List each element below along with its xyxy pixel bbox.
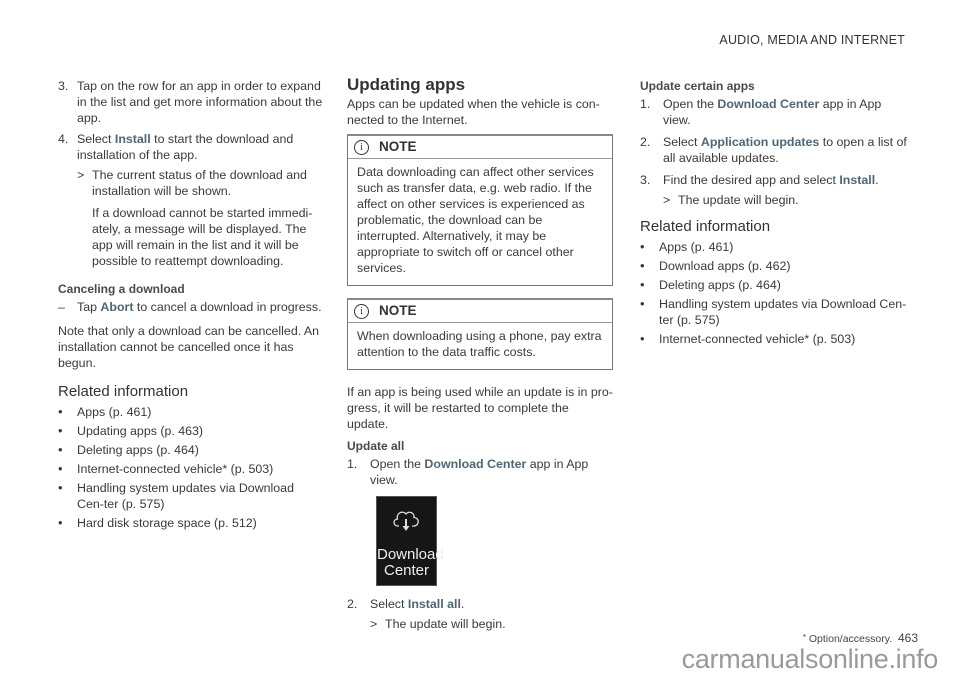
- bullet: •: [58, 515, 63, 530]
- page-number: 463: [897, 631, 918, 645]
- cancel-step: [58, 299, 323, 315]
- section-header: AUDIO, MEDIA AND INTERNET: [719, 33, 905, 47]
- step-text: [663, 172, 912, 188]
- step-number: 2.: [640, 135, 651, 149]
- step-number: 1.: [640, 97, 651, 111]
- step-4: [58, 131, 323, 163]
- text: to start the download and installation of the app.: [77, 132, 294, 162]
- bullet: •: [58, 442, 63, 457]
- bullet: •: [58, 423, 63, 438]
- text: Select: [663, 135, 701, 149]
- update-certain-result: [663, 192, 912, 208]
- link-text[interactable]: Internet-connected vehicle* (p. 503): [77, 462, 274, 476]
- update-all-step-2: [347, 596, 613, 612]
- ui-term-install-all: Install all: [407, 597, 461, 611]
- text: Select: [370, 597, 408, 611]
- text: app in App view.: [663, 97, 882, 127]
- canceling-heading: Canceling a download: [58, 282, 185, 296]
- step-text: [663, 96, 912, 128]
- step-text: [370, 596, 613, 612]
- update-all-step-1: [347, 456, 613, 488]
- cloud-download-icon: [393, 509, 419, 533]
- link-text[interactable]: Internet-connected vehicle* (p. 503): [659, 332, 856, 346]
- step-number: 4.: [58, 132, 69, 146]
- result-arrow: >: [663, 193, 671, 207]
- ui-term-install: Install: [114, 132, 151, 146]
- related-link[interactable]: [58, 423, 323, 439]
- step-number: 3.: [58, 79, 69, 93]
- note-box: [347, 134, 613, 286]
- footnote-text: Option/accessory.: [808, 633, 893, 645]
- tile-label: Download Center: [377, 546, 444, 579]
- update-certain-step-1: [640, 96, 912, 128]
- related-link[interactable]: [640, 331, 912, 347]
- bullet: •: [640, 296, 645, 311]
- related-heading: Related information: [640, 218, 771, 235]
- link-text[interactable]: Apps (p. 461): [659, 240, 734, 254]
- dash: –: [58, 300, 65, 314]
- text: app in App view.: [370, 457, 589, 487]
- step-text: [370, 456, 613, 488]
- text: Open the: [663, 97, 718, 111]
- step-text: Tap on the row for an app in order to expand in the list and get more information about the app.: [77, 79, 323, 125]
- step-number: 1.: [347, 457, 358, 471]
- result-text: The update will begin.: [385, 617, 506, 631]
- step-text: [77, 299, 323, 315]
- related-link[interactable]: [58, 461, 323, 477]
- result-text: The update will begin.: [678, 193, 799, 207]
- step-4-note: If a download cannot be started immedi-ately, a message will be displayed. The app will remain in the list and it will be possible to reattempt downloading.: [92, 206, 313, 268]
- update-certain-step-2: [640, 134, 912, 166]
- link-text[interactable]: Download apps (p. 462): [659, 259, 791, 273]
- result-arrow: >: [370, 617, 378, 631]
- text: to cancel a download in progress.: [133, 300, 322, 314]
- info-icon: i: [354, 304, 369, 319]
- note-text: When downloading using a phone, pay extra attention to the data traffic costs.: [357, 329, 602, 359]
- update-all-result: [370, 616, 613, 632]
- link-text[interactable]: Handling system updates via Download Cen-ter (p. 575): [77, 481, 294, 511]
- download-center-tile: [376, 496, 444, 586]
- related-link[interactable]: [640, 258, 912, 274]
- column-2: [347, 75, 613, 632]
- link-text[interactable]: Deleting apps (p. 464): [659, 278, 781, 292]
- related-link[interactable]: [58, 480, 323, 512]
- bullet: •: [58, 480, 63, 495]
- link-text[interactable]: Apps (p. 461): [77, 405, 152, 419]
- related-link[interactable]: [58, 404, 323, 420]
- text: to open a list of all available updates.: [663, 135, 907, 165]
- step-number: 3.: [640, 173, 651, 187]
- ui-term-download-center: Download Center: [424, 457, 527, 471]
- watermark: carmanualsonline.info: [681, 644, 938, 674]
- related-link[interactable]: [58, 515, 323, 531]
- link-text[interactable]: Hard disk storage space (p. 512): [77, 516, 257, 530]
- related-link[interactable]: [640, 277, 912, 293]
- cancel-note: Note that only a download can be cancelled. An installation cannot be cancelled once it has begun.: [58, 324, 320, 370]
- text: Find the desired app and select: [663, 173, 840, 187]
- link-text[interactable]: Handling system updates via Download Cen-ter (p. 575): [659, 297, 907, 327]
- ui-term-download-center: Download Center: [717, 97, 820, 111]
- result-arrow: >: [77, 168, 85, 182]
- ui-term-application-updates: Application updates: [700, 135, 820, 149]
- note-text: Data downloading can affect other services such as transfer data, e.g. web radio. If the affect on other services is experienced as problematic, the download can be interrupted. Alternatively, it may be appropriate to switch off or cancel other services.: [357, 165, 594, 275]
- related-link[interactable]: [640, 239, 912, 255]
- bullet: •: [640, 277, 645, 292]
- update-certain-heading: Update certain apps: [640, 79, 755, 93]
- text: Open the: [370, 457, 425, 471]
- bullet: •: [640, 239, 645, 254]
- text: .: [460, 597, 465, 611]
- update-all-heading: Update all: [347, 439, 405, 453]
- note-label: NOTE: [379, 139, 417, 154]
- update-certain-step-3: [640, 172, 912, 188]
- bullet: •: [640, 258, 645, 273]
- page-title: Updating apps: [347, 75, 466, 94]
- ui-term-abort: Abort: [100, 300, 134, 314]
- note-label: NOTE: [379, 303, 417, 318]
- step-text: [77, 131, 323, 163]
- link-text[interactable]: Updating apps (p. 463): [77, 424, 204, 438]
- related-link[interactable]: [640, 296, 912, 328]
- text: .: [875, 173, 879, 187]
- note-box: [347, 298, 613, 370]
- footnote-mark: *: [802, 633, 806, 642]
- intro-text: Apps can be updated when the vehicle is con-nected to the Internet.: [347, 97, 600, 127]
- result-text: The current status of the download and installation will be shown.: [92, 168, 307, 198]
- text: Tap: [77, 300, 101, 314]
- bullet: •: [58, 461, 63, 476]
- link-text[interactable]: Deleting apps (p. 464): [77, 443, 199, 457]
- update-paragraph: If an app is being used while an update is in pro-gress, it will be restarted to complete the update.: [347, 385, 613, 431]
- column-3: [640, 78, 912, 347]
- related-link[interactable]: [58, 442, 323, 458]
- bullet: •: [640, 331, 645, 346]
- step-4-result: [77, 167, 323, 199]
- text: Select: [77, 132, 115, 146]
- column-1: [58, 78, 323, 531]
- info-icon: i: [354, 140, 369, 155]
- bullet: •: [58, 404, 63, 419]
- step-text: [663, 134, 912, 166]
- step-number: 2.: [347, 597, 358, 611]
- ui-term-install: Install: [839, 173, 876, 187]
- step-3: [58, 78, 323, 126]
- related-heading: Related information: [58, 383, 189, 400]
